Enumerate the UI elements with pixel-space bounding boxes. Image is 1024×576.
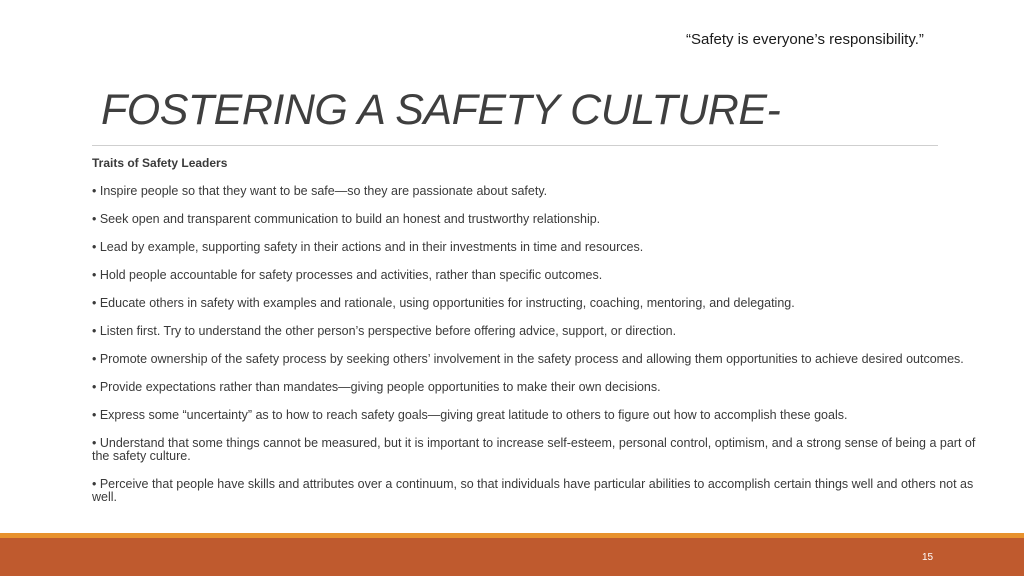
section-heading: Traits of Safety Leaders xyxy=(92,156,228,170)
slide-quote: “Safety is everyone’s responsibility.” xyxy=(686,31,924,48)
list-item: • Understand that some things cannot be measured, but it is important to increase self-esteem, personal control, optimism, and a strong sense of being a part of the safety culture. xyxy=(92,436,976,463)
page-number: 15 xyxy=(922,552,934,563)
footer-band xyxy=(0,538,1024,576)
list-item: • Educate others in safety with examples and rationale, using opportunities for instructing, coaching, mentoring, and delegating. xyxy=(92,296,795,310)
list-item: • Express some “uncertainty” as to how to reach safety goals—giving great latitude to others to figure out how to accomplish these goals. xyxy=(92,408,848,422)
list-item: • Provide expectations rather than mandates—giving people opportunities to make their own decisions. xyxy=(92,380,661,394)
list-item: • Listen first. Try to understand the other person’s perspective before offering advice, support, or direction. xyxy=(92,324,677,338)
slide-title: FOSTERING A SAFETY CULTURE- xyxy=(101,86,781,134)
list-item: • Lead by example, supporting safety in their actions and in their investments in time and resources. xyxy=(92,240,644,254)
list-item: • Hold people accountable for safety processes and activities, rather than specific outcomes. xyxy=(92,268,603,282)
list-item: • Perceive that people have skills and attributes over a continuum, so that individuals have particular abilities to accomplish certain things well and others not as well. xyxy=(92,477,974,504)
list-item: • Seek open and transparent communication to build an honest and trustworthy relationship. xyxy=(92,212,601,226)
list-item: • Inspire people so that they want to be safe—so they are passionate about safety. xyxy=(92,184,548,198)
traits-list xyxy=(92,185,992,519)
title-divider xyxy=(92,145,938,146)
list-item: • Promote ownership of the safety process by seeking others’ involvement in the safety process and allowing them opportunities to achieve desired outcomes. xyxy=(92,352,964,366)
